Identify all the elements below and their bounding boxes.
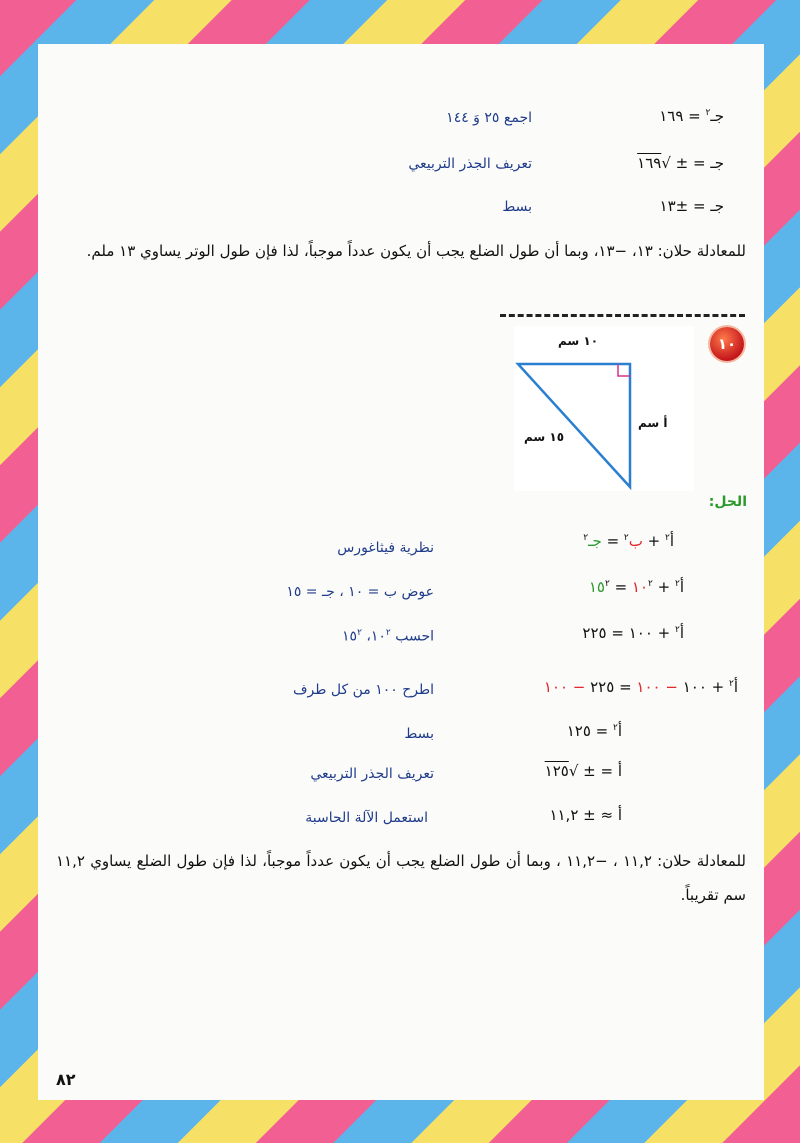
textbook-page <box>38 44 764 1100</box>
solution-step-3-note: احسب $١٠^٢،$ $١٥^٢$ <box>342 628 434 645</box>
solution-step-2-expr: أ$^٢$ + $١٠^٢$ = $١٥^٢$ <box>588 578 684 596</box>
solution-step-2-note: عوض ب = ١٠ ، جـ = ١٥ <box>286 584 434 600</box>
paragraph-2: للمعادلة حلان: ١١,٢ ، −١١,٢ ، وبما أن طول الضلع يجب أن يكون عدداً موجباً، لذا فإن طول الضلع يساوي ١١,٢ سم تقريباً. <box>56 852 746 904</box>
right-angle-mark <box>618 364 630 376</box>
right-triangle-diagram <box>514 326 694 491</box>
label-top-side: ١٠ سم <box>558 334 599 348</box>
label-right-side: أ سم <box>638 416 668 430</box>
solution-step-4-expr: أ$^٢$ + ١٠٠ − ١٠٠ = ٢٢٥ − ١٠٠ <box>543 678 738 696</box>
solution-step-4-note: اطرح ١٠٠ من كل طرف <box>293 682 434 698</box>
solution-step-6-note: تعريف الجذر التربيعي <box>310 766 434 782</box>
top-step-1-expr: جـ$^٢$ = ١٦٩ <box>659 107 724 125</box>
solution-step-1-note: نظرية فيثاغورس <box>337 540 434 556</box>
divider <box>500 314 745 317</box>
solution-step-5-note: بسط <box>404 726 434 742</box>
page-number: ٨٢ <box>56 1070 76 1089</box>
solution-label: الحل: <box>708 494 747 510</box>
solution-step-1-expr: أ$^٢$ + ب$^٢$ = جـ$^٢$ <box>583 532 674 550</box>
paragraph-1: للمعادلة حلان: ١٣، −١٣، وبما أن طول الضلع يجب أن يكون عدداً موجباً، لذا فإن طول الوتر يساوي ١٣ ملم. <box>86 242 746 260</box>
top-step-3-expr: جـ = ±١٣ <box>659 197 724 215</box>
label-hypotenuse: ١٥ سم <box>524 430 565 444</box>
solution-step-7-note: استعمل الآلة الحاسبة <box>305 810 428 826</box>
problem-number-badge: ١٠ <box>710 327 744 361</box>
solution-step-6-expr: أ = ± √١٢٥ <box>544 762 622 780</box>
solution-step-5-expr: أ$^٢$ = ١٢٥ <box>566 722 622 740</box>
triangle-figure <box>514 326 694 491</box>
solution-step-7-expr: أ ≈ ± ١١,٢ <box>549 806 622 824</box>
top-step-1-note: اجمع ٢٥ وَ ١٤٤ <box>446 110 532 126</box>
solution-step-3-expr: أ$^٢$ + ١٠٠ = ٢٢٥ <box>582 624 684 642</box>
top-step-3-note: بسط <box>502 199 532 215</box>
triangle-shape <box>518 364 630 487</box>
top-step-2-expr: جـ = ± √١٦٩ <box>637 154 724 172</box>
top-step-2-note: تعريف الجذر التربيعي <box>408 156 532 172</box>
